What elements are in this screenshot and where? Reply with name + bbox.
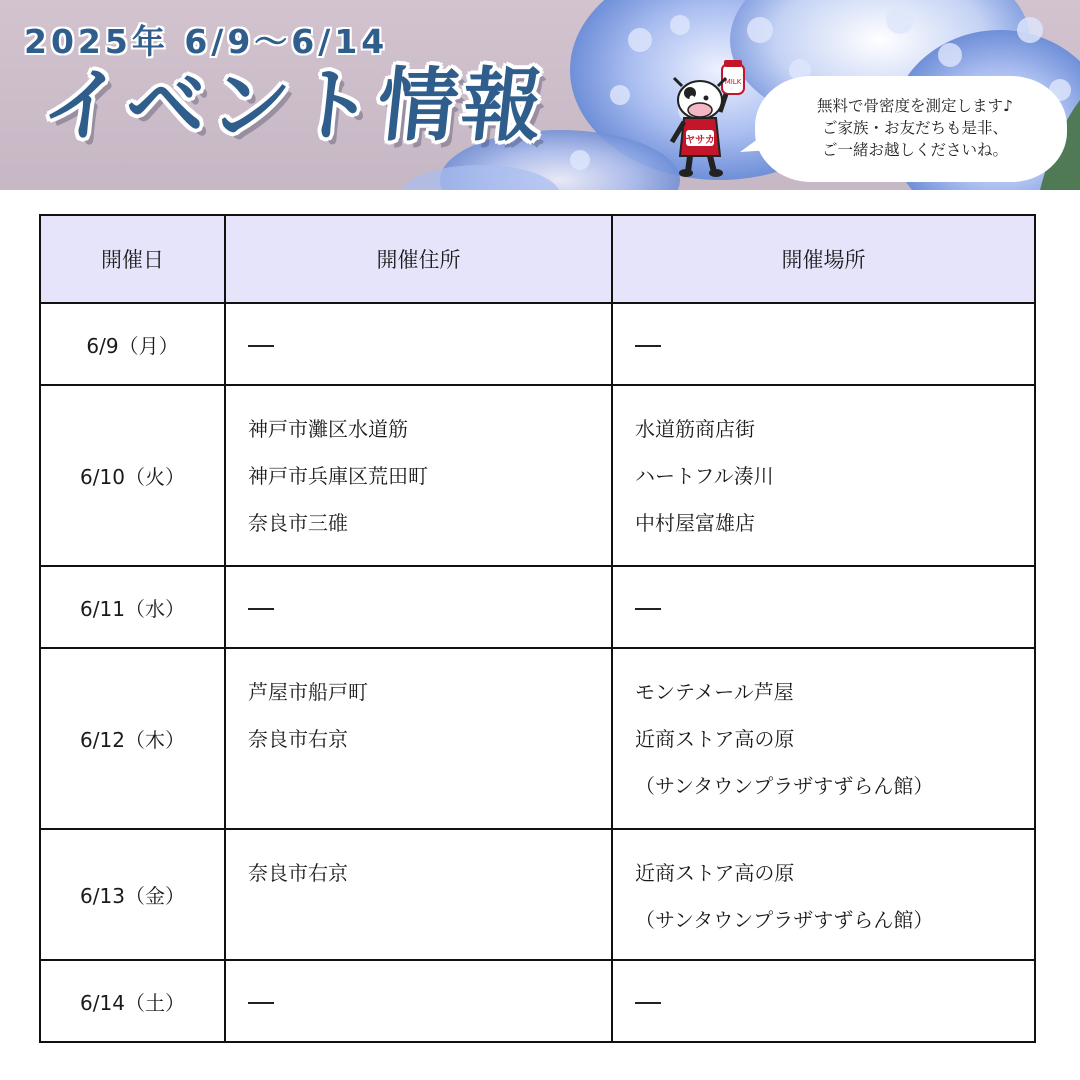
venue-cell: [612, 648, 1035, 829]
date-cell: 6/12（木）: [40, 648, 225, 829]
address-line: 神戸市灘区水道筋: [248, 417, 408, 441]
header-banner: [0, 0, 1080, 190]
date-cell: 6/14（土）: [40, 960, 225, 1042]
address-cell: [225, 829, 612, 960]
venue-line: 近商ストア高の原: [635, 727, 795, 751]
venue-line: 近商ストア高の原: [635, 861, 795, 885]
empty-dash-icon: [635, 1002, 661, 1004]
empty-dash-icon: [635, 345, 661, 347]
speech-line: 無料で骨密度を測定します♪: [817, 97, 1013, 115]
empty-dash-icon: [635, 608, 661, 610]
speech-bubble-text: [770, 95, 1060, 161]
address-line: 芦屋市船戸町: [248, 680, 368, 704]
empty-dash-icon: [248, 345, 274, 347]
table-row: [40, 648, 1035, 829]
venue-line: 中村屋富雄店: [635, 511, 755, 535]
header-venue: 開催場所: [612, 215, 1035, 303]
table-header-row: [40, 215, 1035, 303]
address-line: 神戸市兵庫区荒田町: [248, 464, 428, 488]
venue-line: （サンタウンプラザすずらん館）: [635, 908, 934, 932]
venue-cell: [612, 829, 1035, 960]
address-line: 奈良市右京: [248, 727, 348, 751]
address-cell: [225, 303, 612, 385]
venue-line: モンテメール芦屋: [635, 680, 794, 704]
table-row: [40, 829, 1035, 960]
shirt-label: ヤサカ: [685, 135, 715, 146]
cow-mascot-icon: [668, 60, 754, 178]
address-line: 奈良市三碓: [248, 511, 348, 535]
table-row: [40, 303, 1035, 385]
empty-dash-icon: [248, 1002, 274, 1004]
speech-line: ご一緒お越しくださいね。: [821, 141, 1008, 159]
address-cell: [225, 960, 612, 1042]
event-date-range: 2025年 6/9〜6/14: [24, 22, 389, 61]
address-line: 奈良市右京: [248, 861, 348, 885]
date-cell: 6/13（金）: [40, 829, 225, 960]
empty-dash-icon: [248, 608, 274, 610]
date-cell: 6/10（火）: [40, 385, 225, 566]
table-row: [40, 385, 1035, 566]
address-cell: [225, 385, 612, 566]
venue-cell: [612, 385, 1035, 566]
header-address: 開催住所: [225, 215, 612, 303]
table-row: [40, 566, 1035, 648]
address-cell: [225, 648, 612, 829]
venue-cell: [612, 960, 1035, 1042]
page-title: イベント情報: [37, 59, 551, 152]
venue-line: ハートフル湊川: [635, 464, 774, 488]
header-date: 開催日: [40, 215, 225, 303]
event-schedule-table: [39, 214, 1036, 1043]
address-cell: [225, 566, 612, 648]
date-cell: 6/9（月）: [40, 303, 225, 385]
venue-cell: [612, 303, 1035, 385]
speech-line: ご家族・お友だちも是非、: [821, 119, 1008, 137]
venue-cell: [612, 566, 1035, 648]
bottle-label: MILK: [724, 78, 742, 86]
venue-line: 水道筋商店街: [635, 417, 755, 441]
date-cell: 6/11（水）: [40, 566, 225, 648]
venue-line: （サンタウンプラザすずらん館）: [635, 774, 934, 798]
table-row: [40, 960, 1035, 1042]
